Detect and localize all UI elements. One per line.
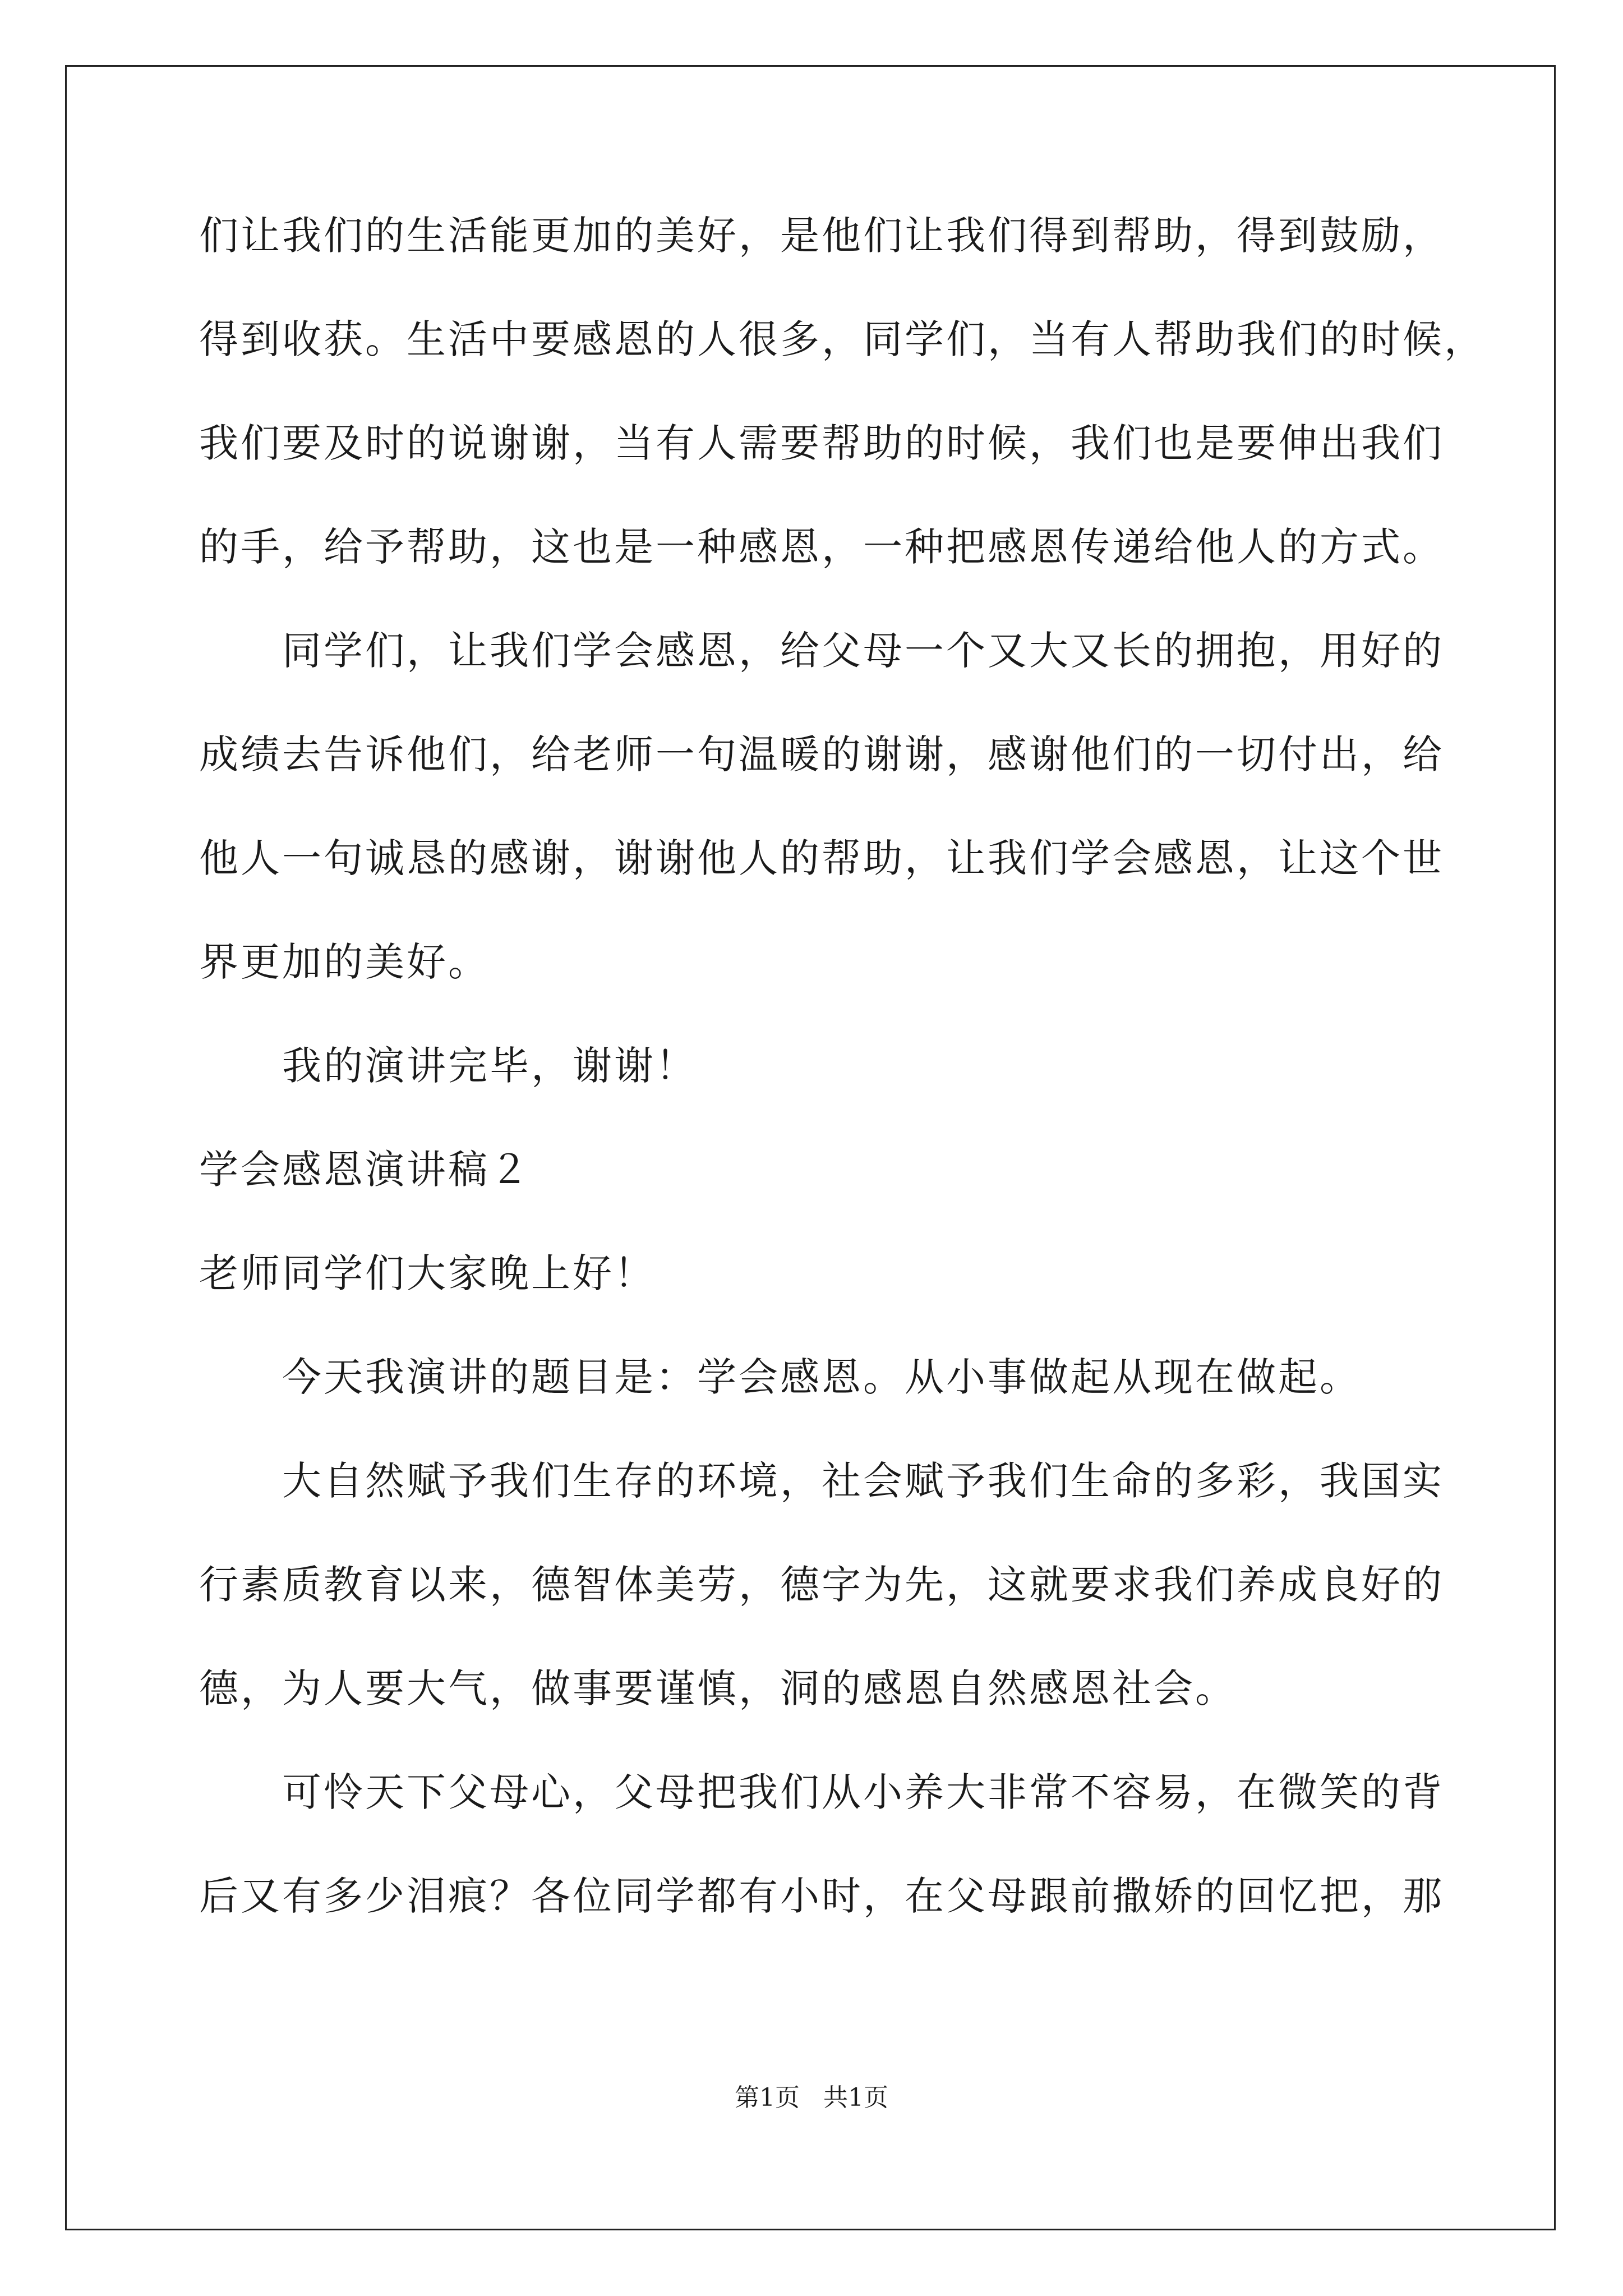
greeting-line: 老师同学们大家晚上好！	[199, 1250, 656, 1296]
text-line: 的手，给予帮助，这也是一种感恩，一种把感恩传递给他人的方式。	[199, 524, 1444, 570]
text-line: 界更加的美好。	[199, 939, 490, 985]
text-line: 同学们，让我们学会感恩，给父母一个又大又长的拥抱，用好的	[199, 628, 1444, 674]
section-heading: 学会感恩演讲稿２	[199, 1147, 531, 1193]
page-footer: 第1页 共1页	[735, 2083, 888, 2112]
text-line: 我们要及时的说谢谢，当有人需要帮助的时候，我们也是要伸出我们	[199, 420, 1444, 466]
closing-line: 我的演讲完毕，谢谢！	[199, 1043, 697, 1089]
text-line: 他人一句诚恳的感谢，谢谢他人的帮助，让我们学会感恩，让这个世	[199, 835, 1444, 881]
text-line: 今天我演讲的题目是：学会感恩。从小事做起从现在做起。	[199, 1354, 1361, 1400]
text-line: 大自然赋予我们生存的环境，社会赋予我们生命的多彩，我国实	[199, 1458, 1444, 1504]
text-line: 行素质教育以来，德智体美劳，德字为先，这就要求我们养成良好的	[199, 1562, 1444, 1608]
text-line: 可怜天下父母心，父母把我们从小养大非常不容易，在微笑的背	[199, 1769, 1444, 1815]
text-line: 后又有多少泪痕？各位同学都有小时，在父母跟前撒娇的回忆把，那	[199, 1873, 1444, 1919]
text-line: 得到收获。生活中要感恩的人很多，同学们，当有人帮助我们的时候，	[199, 316, 1486, 362]
text-line: 们让我们的生活能更加的美好，是他们让我们得到帮助，得到鼓励，	[199, 213, 1444, 259]
text-line: 德，为人要大气，做事要谨慎，洞的感恩自然感恩社会。	[199, 1665, 1237, 1711]
text-line: 成绩去告诉他们，给老师一句温暖的谢谢，感谢他们的一切付出，给	[199, 731, 1444, 777]
